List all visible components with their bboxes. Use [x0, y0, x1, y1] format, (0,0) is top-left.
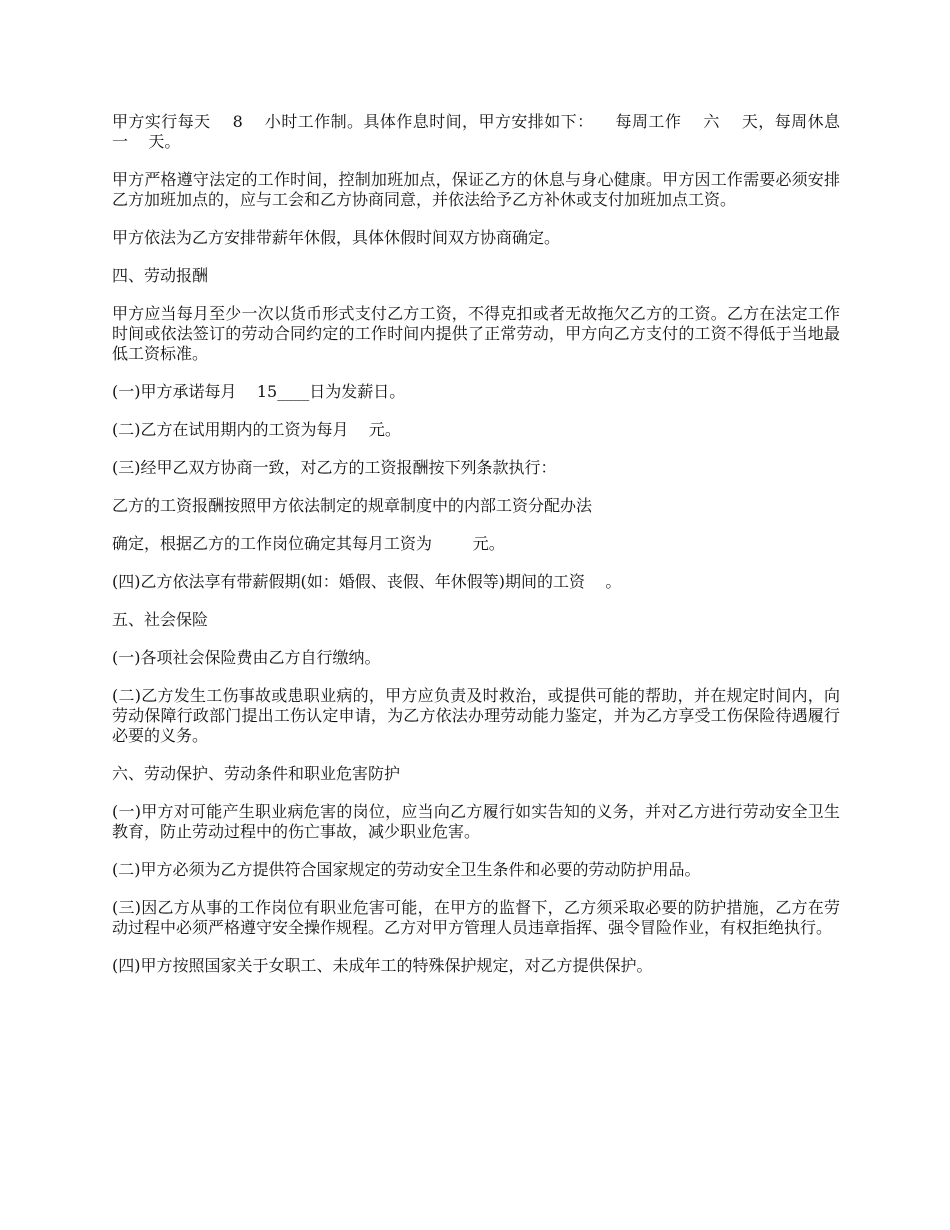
section-heading-labor-protection: 六、劳动保护、劳动条件和职业危害防护	[112, 764, 401, 783]
clause-insurance-fees: (一)各项社会保险费由乙方自行缴纳。	[112, 648, 381, 667]
paragraph-work-hours: 甲方实行每天 8 小时工作制。具体作息时间，甲方安排如下： 每周工作 六 天，每周休息 一 天。	[112, 112, 861, 151]
clause-safety-procedures: (三)因乙方从事的工作岗位有职业危害可能，在甲方的监督下，乙方须采取必要的防护措施，乙方在劳动过程中必须严格遵守安全操作规程。乙方对甲方管理人员违章指挥、强令冒险作业，有权拒绝执行。	[112, 898, 840, 937]
clause-protective-equipment: (二)甲方必须为乙方提供符合国家规定的劳动安全卫生条件和必要的劳动防护用品。	[112, 860, 701, 879]
clause-wage-terms: (三)经甲乙双方协商一致，对乙方的工资报酬按下列条款执行：	[112, 458, 557, 477]
paragraph-overtime: 甲方严格遵守法定的工作时间，控制加班加点，保证乙方的休息与身心健康。甲方因工作需要必须安排乙方加班加点的，应与工会和乙方协商同意，并依法给予乙方补休或支付加班加点工资。	[112, 170, 840, 209]
paragraph-wage-payment: 甲方应当每月至少一次以货币形式支付乙方工资，不得克扣或者无故拖欠乙方的工资。乙方在法定工作时间或依法签订的劳动合同约定的工作时间内提供了正常劳动，甲方向乙方支付的工资不得低于当地最低工资标准。	[112, 304, 840, 363]
paragraph-monthly-wage: 确定，根据乙方的工作岗位确定其每月工资为 元。	[112, 534, 505, 553]
clause-special-protection: (四)甲方按照国家关于女职工、未成年工的特殊保护规定，对乙方提供保护。	[112, 956, 653, 975]
clause-probation-wage: (二)乙方在试用期内的工资为每月 元。	[112, 420, 401, 439]
paragraph-annual-leave: 甲方依法为乙方安排带薪年休假，具体休假时间双方协商确定。	[112, 228, 561, 247]
section-heading-remuneration: 四、劳动报酬	[112, 266, 209, 285]
clause-occupational-hazard: (一)甲方对可能产生职业病危害的岗位，应当向乙方履行如实告知的义务，并对乙方进行劳动安全卫生教育，防止劳动过程中的伤亡事故，减少职业危害。	[112, 802, 840, 841]
clause-paid-leave-wage: (四)乙方依法享有带薪假期(如：婚假、丧假、年休假等)期间的工资 。	[112, 572, 622, 591]
clause-payday: (一)甲方承诺每月 15____日为发薪日。	[112, 382, 406, 401]
clause-work-injury: (二)乙方发生工伤事故或患职业病的，甲方应负责及时救治，或提供可能的帮助，并在规定时间内，向劳动保障行政部门提出工伤认定申请，为乙方依法办理劳动能力鉴定，并为乙方享受工伤保险待遇履行必要的义务。	[112, 686, 840, 745]
document-page	[112, 112, 861, 994]
section-heading-social-insurance: 五、社会保险	[112, 610, 209, 629]
paragraph-wage-method: 乙方的工资报酬按照甲方依法制定的规章制度中的内部工资分配办法	[112, 496, 593, 515]
